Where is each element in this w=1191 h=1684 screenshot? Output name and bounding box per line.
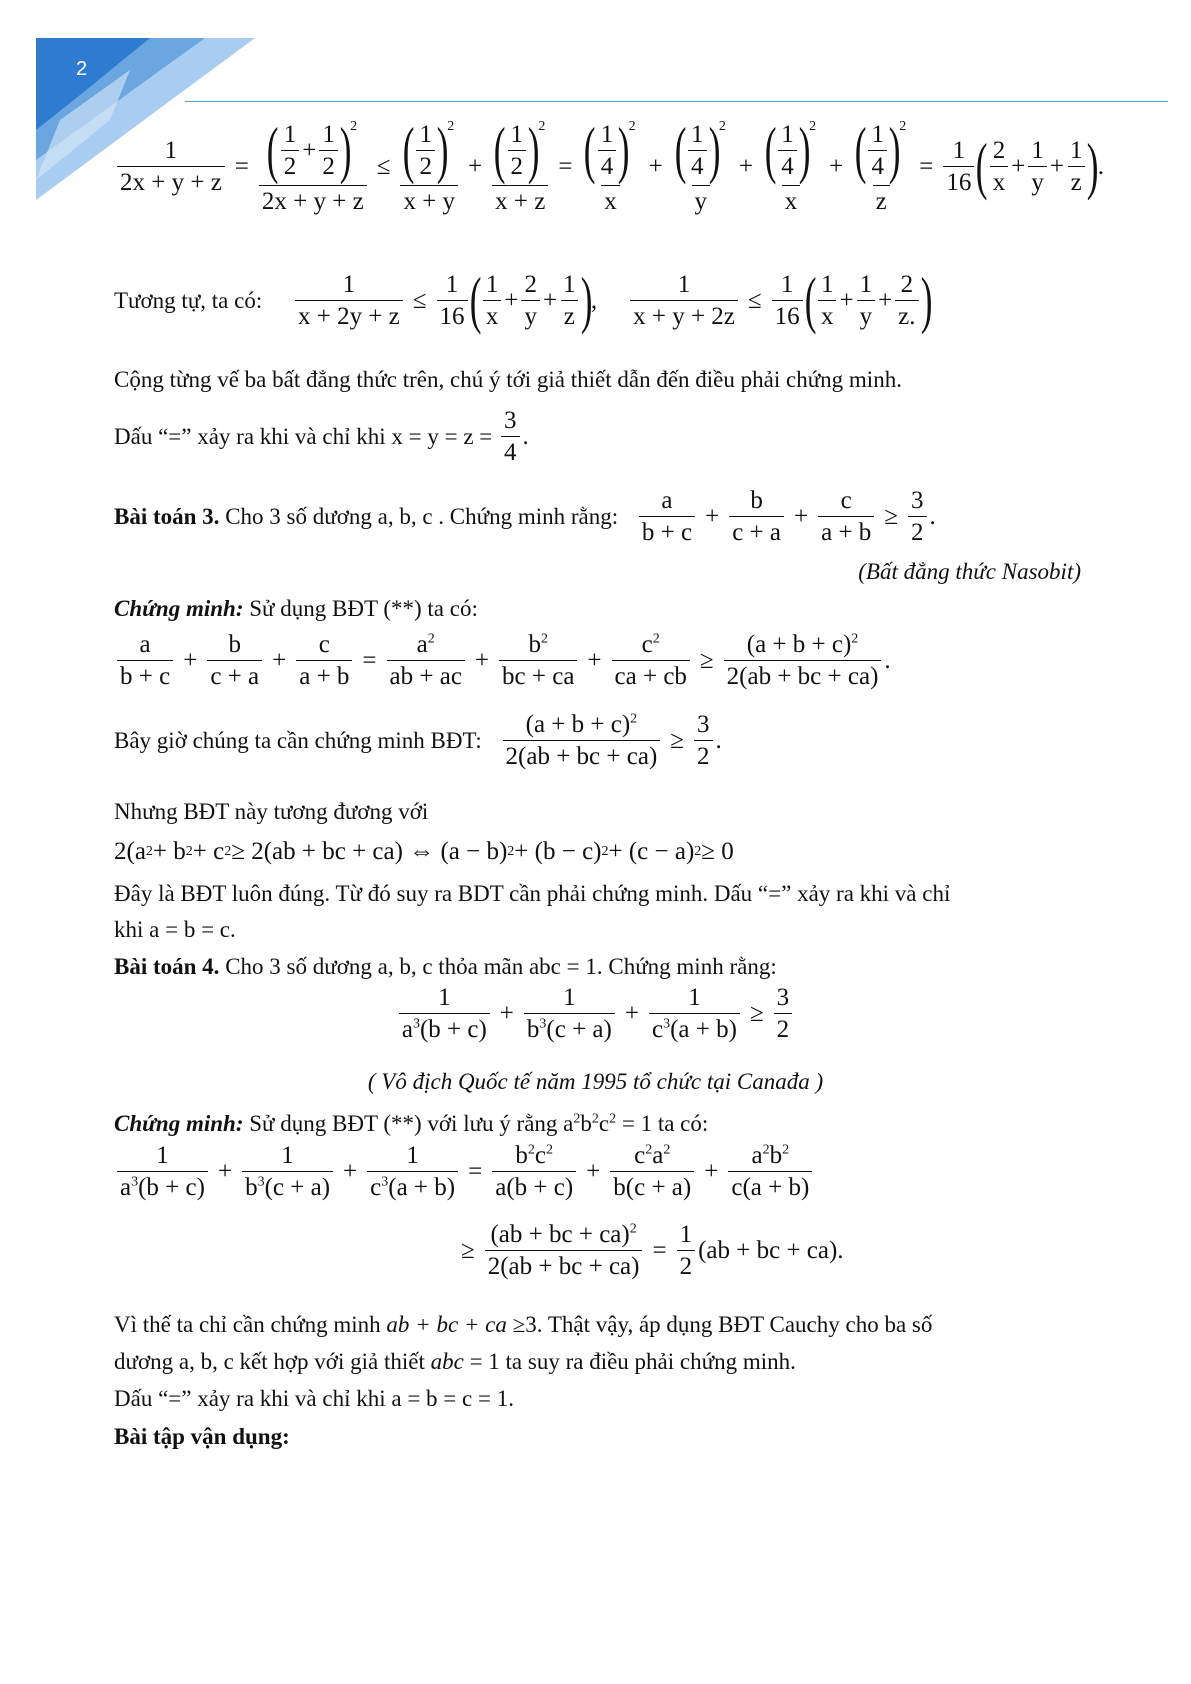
equation-4-proof: $\frac{1}{a^3(b + c)}$ + $\frac{1}{b^3(c + a)}$ + $\frac{1}{c^3(a + b)}$ = $\frac{b^2c^2}{a(b + c)}$ + $\frac{c^2a^2}{b(c + a)}$ + $\frac{a^2b^2}{c(a + b)}$ [114, 1143, 815, 1200]
nasobit-note: (Bất đẳng thức Nasobit) [858, 559, 1081, 584]
equation-equivalent: 2(a 2 + b 2 + c 2 ≥ 2(ab + bc + ca) ⇔ (a − b) 2 + (b − c) 2 + (c − a) 2 ≥ 0 [114, 838, 734, 866]
problem-3-text: Cho 3 số dương a, b, c . Chứng minh rằng: [225, 504, 619, 529]
equivalent-text: Nhưng BĐT này tương đương với [114, 799, 429, 824]
positive-abc: abc [430, 1349, 464, 1374]
problem-4-text: Cho 3 số dương a, b, c thỏa mãn abc = 1. Chứng minh rằng: [225, 954, 777, 979]
equation-3: $\frac{a}{b + c}$ + $\frac{b}{c + a}$ + $\frac{c}{a + b}$ = $\frac{a^2}{ab + ac}$ + $\frac{b^2}{bc + ca}$ + $\frac{c^2}{ca + cb}$ ≥ $\frac{(a + b + c)^2}{2(ab + bc + ca)}$ . [114, 632, 891, 689]
page-number: 2 [76, 58, 88, 80]
therefore-expr: ab + bc + ca [386, 1312, 507, 1337]
therefore-line [114, 1313, 932, 1336]
now-prove-text: Bây giờ chúng ta cần chứng minh BĐT: [114, 728, 482, 753]
exercises-heading: Bài tập vận dụng: [114, 1424, 290, 1449]
positive-text-1: dương a, b, c kết hợp với giả thiết [114, 1349, 425, 1374]
equation-4-proof-2: ≥ $\frac{(ab + bc + ca)^2}{2(ab + bc + ca)}$ = $\frac{1}{2}$ (ab + bc + ca). [461, 1221, 844, 1280]
equality-text-4: Dấu “=” xảy ra khi và chỉ khi a = b = c = 1. [114, 1386, 514, 1411]
always-true-text: Đây là BĐT luôn đúng. Từ đó suy ra BDT cần phải chứng minh. Dấu “=” xảy ra khi và chỉ [114, 881, 951, 906]
equation-4: $\frac{1}{a^3(b + c)}$ + $\frac{1}{b^3(c + a)}$ + $\frac{1}{c^3(a + b)}$ ≥ $\frac{3}{2}$ [0, 985, 1191, 1042]
proof-4-intro: Chứng minh: Sử dụng BĐT (**) với lưu ý rằng $a^2b^2c^2 = 1$ ta có: [114, 1111, 709, 1136]
similarly-line: Tương tự, ta có: $\frac{1}{x + 2y + z}$ ≤ $\frac{1}{16}$ ( $\frac{1}{x}$ + $\frac{2}{y}$ + $\frac{1}{z}$ ) , $\frac{1}{x + y + 2z}$ ≤ $\frac{1}{16}$ ( $\frac{1}{x}$ + $\frac{1}{y}$ + $\frac{2}{z.}$ ) [114, 264, 933, 335]
similarly-text: Tương tự, ta có: [114, 287, 263, 313]
olympiad-note: ( Vô địch Quốc tế năm 1995 tổ chức tại Canađa ) [367, 1069, 824, 1094]
proof-3-text: Sử dụng BĐT (**) ta có: [249, 596, 478, 621]
therefore-text-1: Vì thế ta chỉ cần chứng minh [114, 1312, 381, 1337]
positive-text-2: = 1 ta suy ra điều phải chứng minh. [469, 1349, 796, 1374]
problem-4 [114, 955, 777, 978]
equality-text-1: Dấu “=” xảy ra khi và chỉ khi x = y = z = [114, 424, 493, 449]
proof-4-text: Sử dụng BĐT (**) với lưu ý rằng [249, 1111, 558, 1136]
proof-4-tail: = 1 ta có: [621, 1111, 709, 1136]
proof-3-intro [114, 597, 478, 620]
proof-label: Chứng minh: [114, 596, 244, 621]
equation-1: $\frac{1}{2x + y + z}$ = ( $\frac{1}{2}$ + $\frac{1}{2}$ ) $^2$ 2x + y + z ≤ ( $\frac{1}{2}$ ) $^2$ x + y + ( $\frac{1}{2}$ ) $^2$ x + z = ( $\frac{1}{4}$ ) $^2$ x + ( $\frac{1}{4}$ ) $^2$ y + ( $\frac{1}{4}$ ) $^2$ x + ( $\frac{1}{4}$ ) $^2$ z = $\frac{1}{16}$ ( $\frac{2}{x}$ + $\frac{1}{y}$ + $\frac{1}{z}$ ) . [114, 118, 1104, 214]
problem-3-label: Bài toán 3. [114, 504, 220, 529]
problem-3: Bài toán 3. Cho 3 số dương a, b, c . Chứng minh rằng: $\frac{a}{b + c}$ + $\frac{b}{c + a}$ + $\frac{c}{a + b}$ ≥ $\frac{3}{2}$ . [114, 487, 936, 546]
therefore-text-2: ≥3. Thật vậy, áp dụng BĐT Cauchy cho ba số [512, 1312, 933, 1337]
positive-line [114, 1350, 796, 1373]
header-rule [185, 101, 1168, 102]
proof-label-4: Chứng minh: [114, 1111, 244, 1136]
add-inequalities-text: Cộng từng vế ba bất đẳng thức trên, chú ý tới giả thiết dẫn đến điều phải chứng minh. [114, 367, 902, 392]
problem-4-label: Bài toán 4. [114, 954, 220, 979]
equality-line-1: Dấu “=” xảy ra khi và chỉ khi x = y = z = $\frac{3}{4}$ . [114, 407, 529, 466]
now-prove-line: Bây giờ chúng ta cần chứng minh BĐT: $\frac{(a + b + c)^2}{2(ab + bc + ca)}$ ≥ $\frac{3}{2}$ . [114, 711, 722, 770]
when-text: khi a = b = c. [114, 917, 236, 942]
